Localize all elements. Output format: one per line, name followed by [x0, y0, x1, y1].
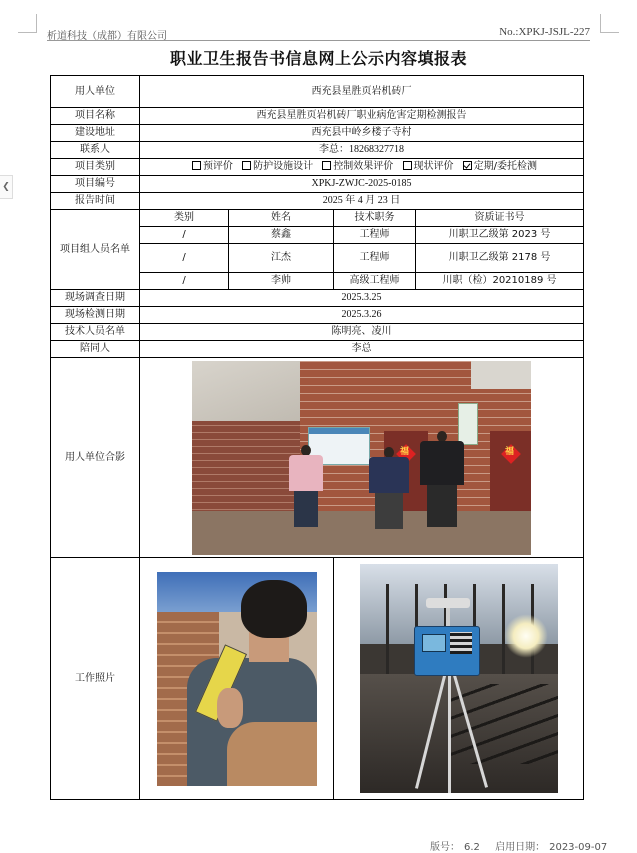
row-report-date	[51, 193, 584, 210]
category-checkboxes	[140, 159, 584, 176]
checkbox-pre-evaluation[interactable]: 预评价	[186, 161, 233, 172]
worker-photo	[157, 572, 317, 786]
team-header-category: 类别	[140, 210, 229, 227]
checkbox-protection-design[interactable]: 防护设施设计	[236, 161, 313, 172]
row-tech-staff	[51, 324, 584, 341]
label-employer: 用人单位	[51, 76, 140, 108]
effective-date: 2023-09-07	[549, 842, 608, 853]
team-name: 江杰	[229, 244, 334, 273]
label-project-no: 项目编号	[51, 176, 140, 193]
version-number: 6.2	[464, 842, 480, 853]
checkbox-empty-icon	[322, 161, 331, 170]
checkbox-empty-icon	[242, 161, 251, 170]
person	[289, 445, 323, 545]
team-header-title: 技术职务	[334, 210, 416, 227]
value-companion: 李总	[140, 341, 584, 358]
group-photo	[192, 361, 531, 555]
value-project-name: 西充县星胜页岩机砖厂职业病危害定期检测报告	[140, 108, 584, 125]
row-project-name	[51, 108, 584, 125]
page-footer	[430, 838, 611, 853]
label-category: 项目类别	[51, 159, 140, 176]
checkbox-status-evaluation[interactable]: 现状评价	[397, 161, 454, 172]
label-report-date: 报告时间	[51, 193, 140, 210]
row-test-date	[51, 307, 584, 324]
value-test-date: 2025.3.26	[140, 307, 584, 324]
team-title: 高级工程师	[334, 273, 416, 290]
checkbox-empty-icon	[403, 161, 412, 170]
checkbox-periodic-testing[interactable]: 定期/委托检测	[457, 161, 537, 172]
crop-mark-top-right	[600, 14, 619, 33]
team-header-cert: 资质证书号	[416, 210, 584, 227]
team-category: /	[140, 227, 229, 244]
checkbox-empty-icon	[192, 161, 201, 170]
row-group-photo	[51, 358, 584, 558]
team-cert: 川职卫乙级第 2023 号	[416, 227, 584, 244]
label-group-photo: 用人单位合影	[51, 358, 140, 558]
label-contact: 联系人	[51, 142, 140, 159]
version-label: 版号：	[430, 842, 460, 853]
label-tech-staff: 技术人员名单	[51, 324, 140, 341]
checkbox-control-effect[interactable]: 控制效果评价	[316, 161, 393, 172]
row-work-photo	[51, 558, 584, 800]
value-contact: 李总：18268327718	[140, 142, 584, 159]
checkbox-checked-icon	[463, 161, 472, 170]
value-survey-date: 2025.3.25	[140, 290, 584, 307]
value-employer: 西充县星胜页岩机砖厂	[140, 76, 584, 108]
team-cert: 川职（检）20210189 号	[416, 273, 584, 290]
team-name: 蔡鑫	[229, 227, 334, 244]
value-report-date: 2025 年 4 月 23 日	[140, 193, 584, 210]
team-category: /	[140, 244, 229, 273]
door-sign: 福	[400, 446, 410, 457]
company-name: 析道科技（成都）有限公司	[47, 31, 167, 42]
label-project-name: 项目名称	[51, 108, 140, 125]
row-project-no	[51, 176, 584, 193]
page-title: 职业卫生报告书信息网上公示内容填报表	[169, 49, 467, 68]
label-work-photo: 工作照片	[51, 558, 140, 800]
page-header	[47, 27, 590, 41]
person	[420, 431, 464, 545]
row-contact	[51, 142, 584, 159]
row-employer	[51, 76, 584, 108]
row-survey-date	[51, 290, 584, 307]
work-photo-cell-2	[334, 558, 584, 800]
label-test-date: 现场检测日期	[51, 307, 140, 324]
row-address	[51, 125, 584, 142]
crop-mark-top-left	[18, 14, 37, 33]
label-companion: 陪同人	[51, 341, 140, 358]
value-project-no: XPKJ-ZWJC-2025-0185	[140, 176, 584, 193]
row-companion	[51, 341, 584, 358]
document-number: No.:XPKJ-JSJL-227	[499, 26, 590, 38]
disclosure-form-table	[50, 75, 584, 800]
chevron-left-icon[interactable]: ❮	[0, 175, 13, 199]
team-header-name: 姓名	[229, 210, 334, 227]
effective-date-label: 启用日期：	[495, 842, 546, 853]
value-address: 西充县中岭乡楼子寺村	[140, 125, 584, 142]
team-title: 工程师	[334, 227, 416, 244]
team-category: /	[140, 273, 229, 290]
door-sign: 福	[505, 446, 515, 457]
label-team: 项目组人员名单	[51, 210, 140, 290]
instrument-photo	[360, 564, 558, 793]
label-address: 建设地址	[51, 125, 140, 142]
value-tech-staff: 陈明亮、凌川	[140, 324, 584, 341]
team-header-row	[51, 210, 584, 227]
label-survey-date: 现场调查日期	[51, 290, 140, 307]
group-photo-cell	[140, 358, 584, 558]
team-title: 工程师	[334, 244, 416, 273]
work-photo-cell-1	[140, 558, 334, 800]
team-name: 李帅	[229, 273, 334, 290]
row-category	[51, 159, 584, 176]
team-cert: 川职卫乙级第 2178 号	[416, 244, 584, 273]
person	[369, 447, 409, 545]
